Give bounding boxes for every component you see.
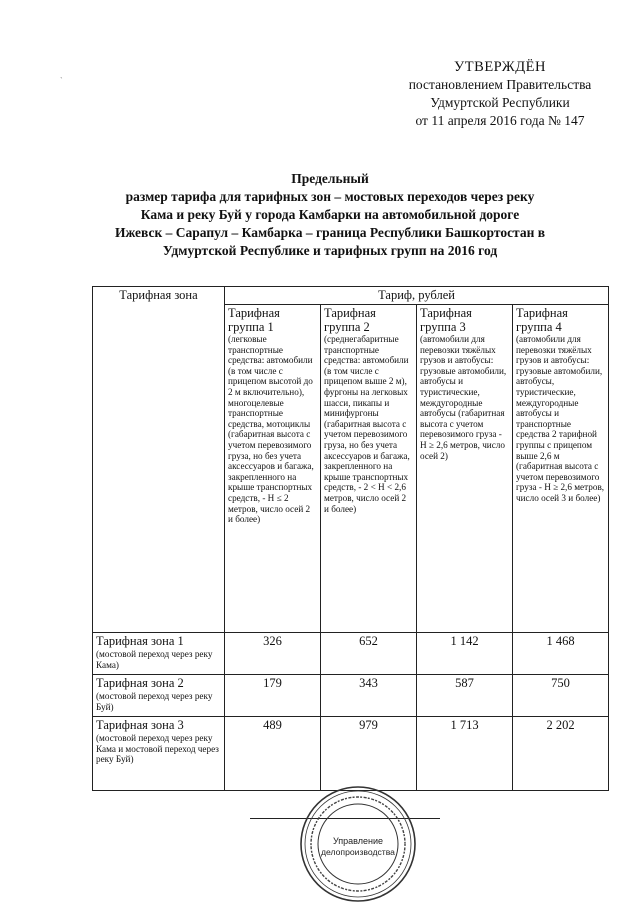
title-line-1: Предельный <box>291 171 369 186</box>
table-row <box>93 717 609 791</box>
tariff-value: 750 <box>513 675 609 717</box>
table-row <box>93 675 609 717</box>
tariff-value: 326 <box>225 633 321 675</box>
tariff-group-1-header <box>225 305 321 633</box>
table-row <box>93 633 609 675</box>
approval-block <box>390 58 610 130</box>
tariff-group-4-header <box>513 305 609 633</box>
title-line-3: Кама и реку Буй у города Камбарки на автомобильной дороге <box>140 207 520 222</box>
title-line-5: Удмуртской Республике и тарифных групп на 2016 год <box>162 243 498 258</box>
approval-line-1: постановлением Правительства <box>408 77 592 92</box>
group-name: Тарифная группа 3 <box>420 306 472 334</box>
zone-description: (мостовой переход через реку Буй) <box>96 691 213 712</box>
tariff-value: 489 <box>225 717 321 791</box>
stamp-text-line-1: Управление <box>332 836 384 846</box>
zone-description: (мостовой переход через реку Кама) <box>96 649 213 670</box>
tariff-value: 343 <box>321 675 417 717</box>
tariff-group-2-header <box>321 305 417 633</box>
group-name: Тарифная группа 1 <box>228 306 280 334</box>
tariff-value: 1 468 <box>513 633 609 675</box>
zone-description: (мостовой переход через реку Кама и мостовой переход через реку Буй) <box>96 733 219 765</box>
stamp-text-line-2: делопроизводства <box>321 847 395 857</box>
approval-heading: УТВЕРЖДЁН <box>454 59 546 75</box>
office-stamp <box>298 784 418 904</box>
tariff-value: 979 <box>321 717 417 791</box>
tariff-column-header: Тариф, рублей <box>225 287 609 305</box>
tariff-value: 1 713 <box>417 717 513 791</box>
zone-name: Тарифная зона 1 <box>96 634 184 648</box>
tariff-value: 2 202 <box>513 717 609 791</box>
title-line-4: Ижевск – Сарапул – Камбарка – граница Республики Башкортостан в <box>114 225 546 240</box>
tariff-value: 587 <box>417 675 513 717</box>
tariff-group-3-header <box>417 305 513 633</box>
tariff-value: 652 <box>321 633 417 675</box>
tariff-value: 179 <box>225 675 321 717</box>
group-description: (автомобили для перевозки тяжёлых грузов и автобусы: грузовые автомобили, автобусы, туристические, междугородные автобусы и транспортные средства 2 тарифной группы с прицепом выше 2,6 м (габаритная высота с учетом перевозимого груза - Н ≥ 2,6 метров, число осей 3 и более) <box>516 334 605 503</box>
tariff-table <box>92 286 609 791</box>
zone-column-header: Тарифная зона <box>93 287 225 633</box>
zone-name: Тарифная зона 3 <box>96 718 184 732</box>
document-title <box>80 170 580 260</box>
zone-cell <box>93 675 225 717</box>
tariff-value: 1 142 <box>417 633 513 675</box>
header-row <box>93 287 609 305</box>
group-name: Тарифная группа 4 <box>516 306 568 334</box>
zone-name: Тарифная зона 2 <box>96 676 184 690</box>
scan-speck: ` <box>60 76 63 85</box>
zone-cell <box>93 633 225 675</box>
group-description: (среднегабаритные транспортные средства: автомобили (в том числе с прицепом выше 2 м), фургоны на легковых шасси, пикапы и минифургоны (габаритная высота с учетом перевозимого груза, но без учета аксессуаров и багажа, закрепленного на крыше транспортных средств, - 2 < Н < 2,6 метров, число осей 2 и более) <box>324 334 410 514</box>
zone-cell <box>93 717 225 791</box>
title-line-2: размер тарифа для тарифных зон – мостовых переходов через реку <box>125 189 535 204</box>
group-description: (автомобили для перевозки тяжёлых грузов и автобусы: грузовые автомобили, автобусы и туристические, междугородные автобусы (габаритная высота с учетом перевозимого груза - Н ≥ 2,6 метров, число осей 2) <box>420 334 507 461</box>
group-name: Тарифная группа 2 <box>324 306 376 334</box>
group-description: (легковые транспортные средства: автомобили (в том числе с прицепом высотой до 2 м включительно), многоцелевые транспортные средства, мотоциклы (габаритная высота с учетом перевозимого груза, но без учета аксессуаров и багажа, закрепленного на крыше транспортных средств, - Н ≤ 2 метров, число осей 2 и более) <box>228 334 314 525</box>
approval-line-3: от 11 апреля 2016 года № 147 <box>415 113 585 128</box>
approval-line-2: Удмуртской Республики <box>430 95 570 110</box>
